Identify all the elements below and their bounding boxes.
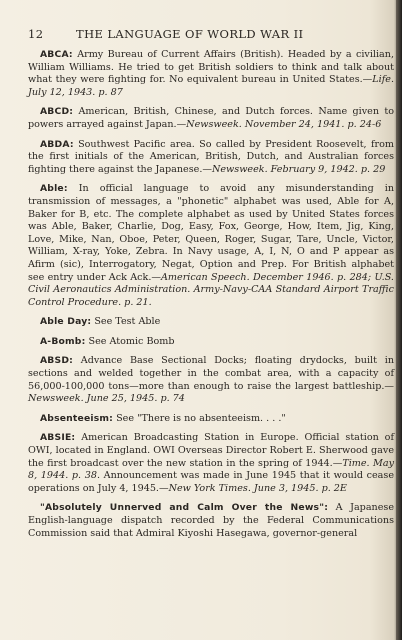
entry-able-day [28,316,394,329]
entry-head: "Absolutely Unnerved and Calm Over the News": [40,502,329,514]
book-spine-edge [396,0,402,640]
entry-absd [28,355,394,405]
entry-citation: Newsweek. November 24, 1941. p. 24-6 [186,118,382,130]
entry-text: See Atomic Bomb [85,335,175,347]
entry-citation: Life. July 12, 1943. p. 87 [28,74,394,98]
entry-head: A-Bomb: [40,335,86,347]
entry-abda [28,139,394,177]
entry-text: Advance Base Sectional Docks; floating drydocks, built in sections and welded together in the combat area, with a capacity of 56,000-100,000 tons—more than enough to raise the largest battleship.— [28,355,394,392]
entry-text: Army Bureau of Current Affairs (British). Headed by a civilian, William Williams. He tried to get British soldiers to think and talk about what they were fighting for. No equivalent bureau in United States.— [28,49,394,86]
entry-abca [28,49,394,99]
entry-head: Able Day: [40,316,92,328]
page-number: 12 [28,27,44,41]
running-header [28,27,384,43]
entry-able [28,183,394,309]
entry-head: ABCD: [40,106,74,118]
entry-text-continued: Announcement was made in June 1945 that it would cease operations on July 4, 1945.— [28,470,395,494]
entry-head: ABSD: [40,355,74,367]
entry-abcd [28,106,394,131]
entry-absie [28,432,394,495]
entry-text: A Japanese English-language dispatch recorded by the Federal Communications Commission said that Admiral Kiyoshi Hasegawa, governor-general [28,502,394,539]
entry-head: Absenteeism: [40,412,114,424]
entry-citation-second: New York Times. June 3, 1945. p. 2E [168,482,347,494]
entry-citation: Newsweek. June 25, 1945. p. 74 [28,393,185,405]
entry-text: See "There is no absenteeism. . . ." [113,412,286,424]
entry-text: Southwest Pacific area. So called by President Roosevelt, from the first initials of the American, British, Dutch, and Australian forces fighting there against the Japanese.— [28,138,394,175]
entry-head: Able: [40,183,68,195]
entry-text: American Broadcasting Station in Europe. Official station of OWI, located in England. OWI Overseas Director Robert E. Sherwood gave the first broadcast over the new station in the spring of 1944.— [28,432,394,469]
entry-head: ABDA: [40,138,74,150]
entry-absenteeism [28,413,394,426]
dictionary-entries [28,49,394,547]
entry-citation: American Speech. December 1946. p. 284; U.S. Civil Aeronautics Administration. Army-Navy-CAA Standard Airport Traffic Control Procedure. p. 21. [28,271,394,308]
entry-text: American, British, Chinese, and Dutch forces. Name given to powers arrayed against Japan.— [28,106,394,130]
entry-text: In official language to avoid any misunderstanding in transmission of messages, a "phonetic" alphabet was used, Able for A, Baker for B, etc. The complete alphabet as used by United States forces was Able, Baker, Charlie, Dog, Easy, Fox, George, How, Item, Jig, King, Love, Mike, Nan, Oboe, Peter, Queen, Roger, Sugar, Tare, Uncle, Victor, William, X-ray, Yoke, Zebra. In Navy usage, A, I, N, O and P appear as Afirm (sic), Interrogatory, Negat, Option and Prep. For British alphabet see entry under Ack Ack.— [28,183,394,283]
entry-a-bomb [28,336,394,349]
entry-text: See Test Able [91,316,161,328]
entry-citation: Newsweek. February 9, 1942. p. 29 [211,163,386,175]
running-title: THE LANGUAGE OF WORLD WAR II [76,27,304,41]
entry-absolutely-unnerved [28,502,394,540]
entry-head: ABSIE: [40,432,76,444]
entry-citation: Time. May 8, 1944. p. 38. [28,457,394,482]
entry-head: ABCA: [40,49,73,60]
